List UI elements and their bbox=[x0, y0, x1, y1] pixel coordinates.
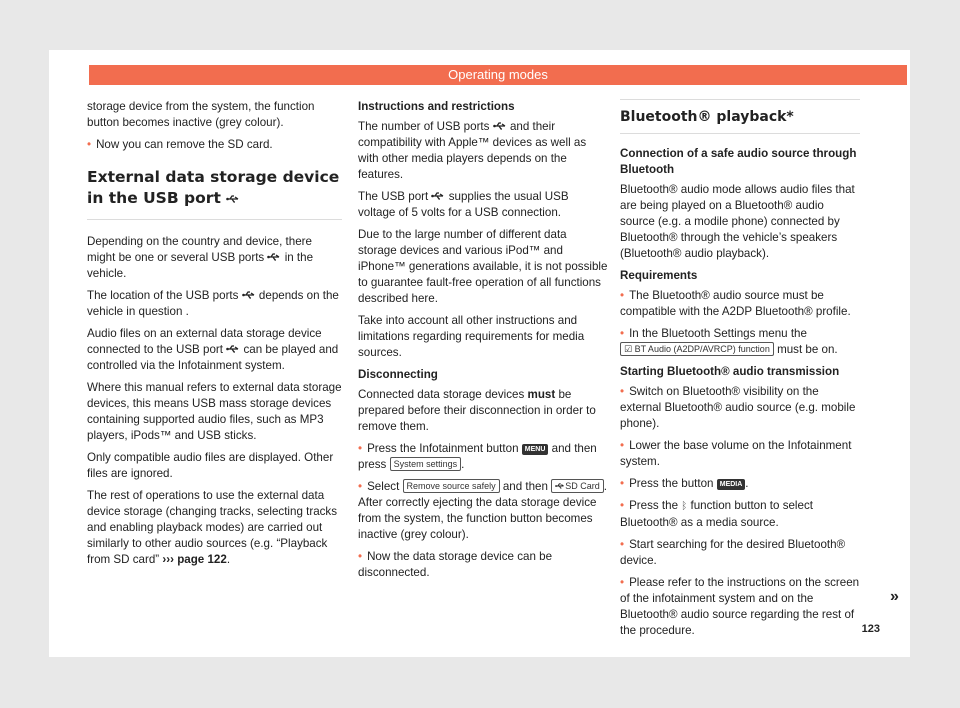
subheading: Connection of a safe audio source through Bluetooth bbox=[620, 147, 857, 176]
usb-icon bbox=[267, 253, 281, 261]
bluetooth-icon[interactable]: ᛒ bbox=[681, 501, 688, 512]
usb-icon bbox=[555, 483, 565, 489]
bullet-item: • Now you can remove the SD card. bbox=[87, 137, 342, 153]
usb-icon bbox=[226, 195, 240, 203]
column-right bbox=[620, 99, 860, 645]
page-number: 123 bbox=[861, 623, 880, 635]
paragraph: Depending on the country and device, there might be one or several USB ports in the vehicle. bbox=[87, 235, 314, 280]
usb-icon bbox=[493, 122, 507, 130]
bullet-item: • Press the ᛒ function button to select Bluetooth® as a media source. bbox=[620, 498, 860, 531]
paragraph: The rest of operations to use the external data device storage (changing tracks, selecting tracks and enabling playback modes) are carried out similarly to other audio sources (e.g. “Playback from SD card” ››› page 122. bbox=[87, 489, 338, 566]
paragraph: The USB port supplies the usual USB voltage of 5 volts for a USB connection. bbox=[358, 190, 569, 219]
paragraph: The number of USB ports and their compatibility with Apple™ devices as well as with other media players depends on the features. bbox=[358, 120, 587, 181]
bullet-item: • Start searching for the desired Bluetooth® device. bbox=[620, 537, 860, 569]
section-heading-bluetooth: Bluetooth® playback* bbox=[620, 99, 860, 134]
bt-audio-function-checkbox[interactable]: ☑ BT Audio (A2DP/AVRCP) function bbox=[620, 342, 774, 356]
bullet-item: • Press the Infotainment button MENU and then press System settings . bbox=[358, 441, 608, 473]
usb-icon bbox=[242, 291, 256, 299]
column-left bbox=[87, 99, 342, 574]
usb-icon bbox=[226, 345, 240, 353]
paragraph: Take into account all other instructions and limitations regarding requirements for media sources. bbox=[358, 314, 585, 359]
paragraph: Where this manual refers to external data storage devices, this means USB mass storage devices containing supported audio files, such as MP3 players, iPods™ and USB sticks. bbox=[87, 381, 342, 442]
paragraph: The location of the USB ports depends on the vehicle in question . bbox=[87, 289, 339, 318]
paragraph: Bluetooth® audio mode allows audio files that are being played on a Bluetooth® audio source (e.g. a modile phone) connected by Bluetooth® through the vehicle’s speakers (Bluetooth® audio playback). bbox=[620, 183, 855, 260]
bullet-item: • Please refer to the instructions on the screen of the infotainment system and on the Bluetooth® audio source regarding the rest of the procedure. bbox=[620, 575, 860, 639]
bullet-item: • Now the data storage device can be disconnected. bbox=[358, 549, 608, 581]
page-reference-link[interactable]: ››› page 122 bbox=[162, 553, 227, 566]
manual-page bbox=[49, 50, 910, 657]
subheading: Instructions and restrictions bbox=[358, 100, 515, 113]
paragraph: Due to the large number of different data storage devices and various iPod™ and iPhone™ generations available, it is not possible to guarantee fault-free operation of all functions described here. bbox=[358, 228, 608, 305]
bullet-item: • Press the button MEDIA . bbox=[620, 476, 860, 492]
bullet-item: • Select Remove source safely and then SD Card . After correctly ejecting the data storage device from the system, the function button becomes inactive (grey colour). bbox=[358, 479, 608, 543]
paragraph: Connected data storage devices must be prepared before their disconnection in order to remove them. bbox=[358, 388, 596, 433]
media-key[interactable]: MEDIA bbox=[717, 479, 746, 490]
section-heading-usb: External data storage device in the USB port bbox=[87, 159, 342, 220]
paragraph: Audio files on an external data storage device connected to the USB port can be played and controlled via the Infotainment system. bbox=[87, 327, 339, 372]
system-settings-button[interactable]: System settings bbox=[390, 457, 462, 471]
usb-icon bbox=[431, 192, 445, 200]
remove-source-safely-button[interactable]: Remove source safely bbox=[403, 479, 500, 493]
continue-mark: » bbox=[890, 588, 899, 605]
checkbox-icon: ☑ bbox=[624, 344, 633, 354]
paragraph: Only compatible audio files are displayed. Other files are ignored. bbox=[87, 451, 334, 480]
subheading: Disconnecting bbox=[358, 368, 438, 381]
bullet-item: • In the Bluetooth Settings menu the ☑ BT Audio (A2DP/AVRCP) function must be on. bbox=[620, 326, 860, 358]
paragraph: storage device from the system, the function button becomes inactive (grey colour). bbox=[87, 100, 315, 129]
column-middle bbox=[358, 99, 608, 587]
subheading: Starting Bluetooth® audio transmission bbox=[620, 365, 840, 378]
sd-card-button[interactable]: SD Card bbox=[551, 479, 604, 493]
bullet-item: • Lower the base volume on the Infotainment system. bbox=[620, 438, 860, 470]
bullet-item: • Switch on Bluetooth® visibility on the external Bluetooth® audio source (e.g. mobile phone). bbox=[620, 384, 860, 432]
page-header: Operating modes bbox=[89, 65, 907, 85]
menu-key[interactable]: MENU bbox=[522, 444, 549, 455]
bullet-item: • The Bluetooth® audio source must be compatible with the A2DP Bluetooth® profile. bbox=[620, 288, 860, 320]
subheading: Requirements bbox=[620, 269, 698, 282]
